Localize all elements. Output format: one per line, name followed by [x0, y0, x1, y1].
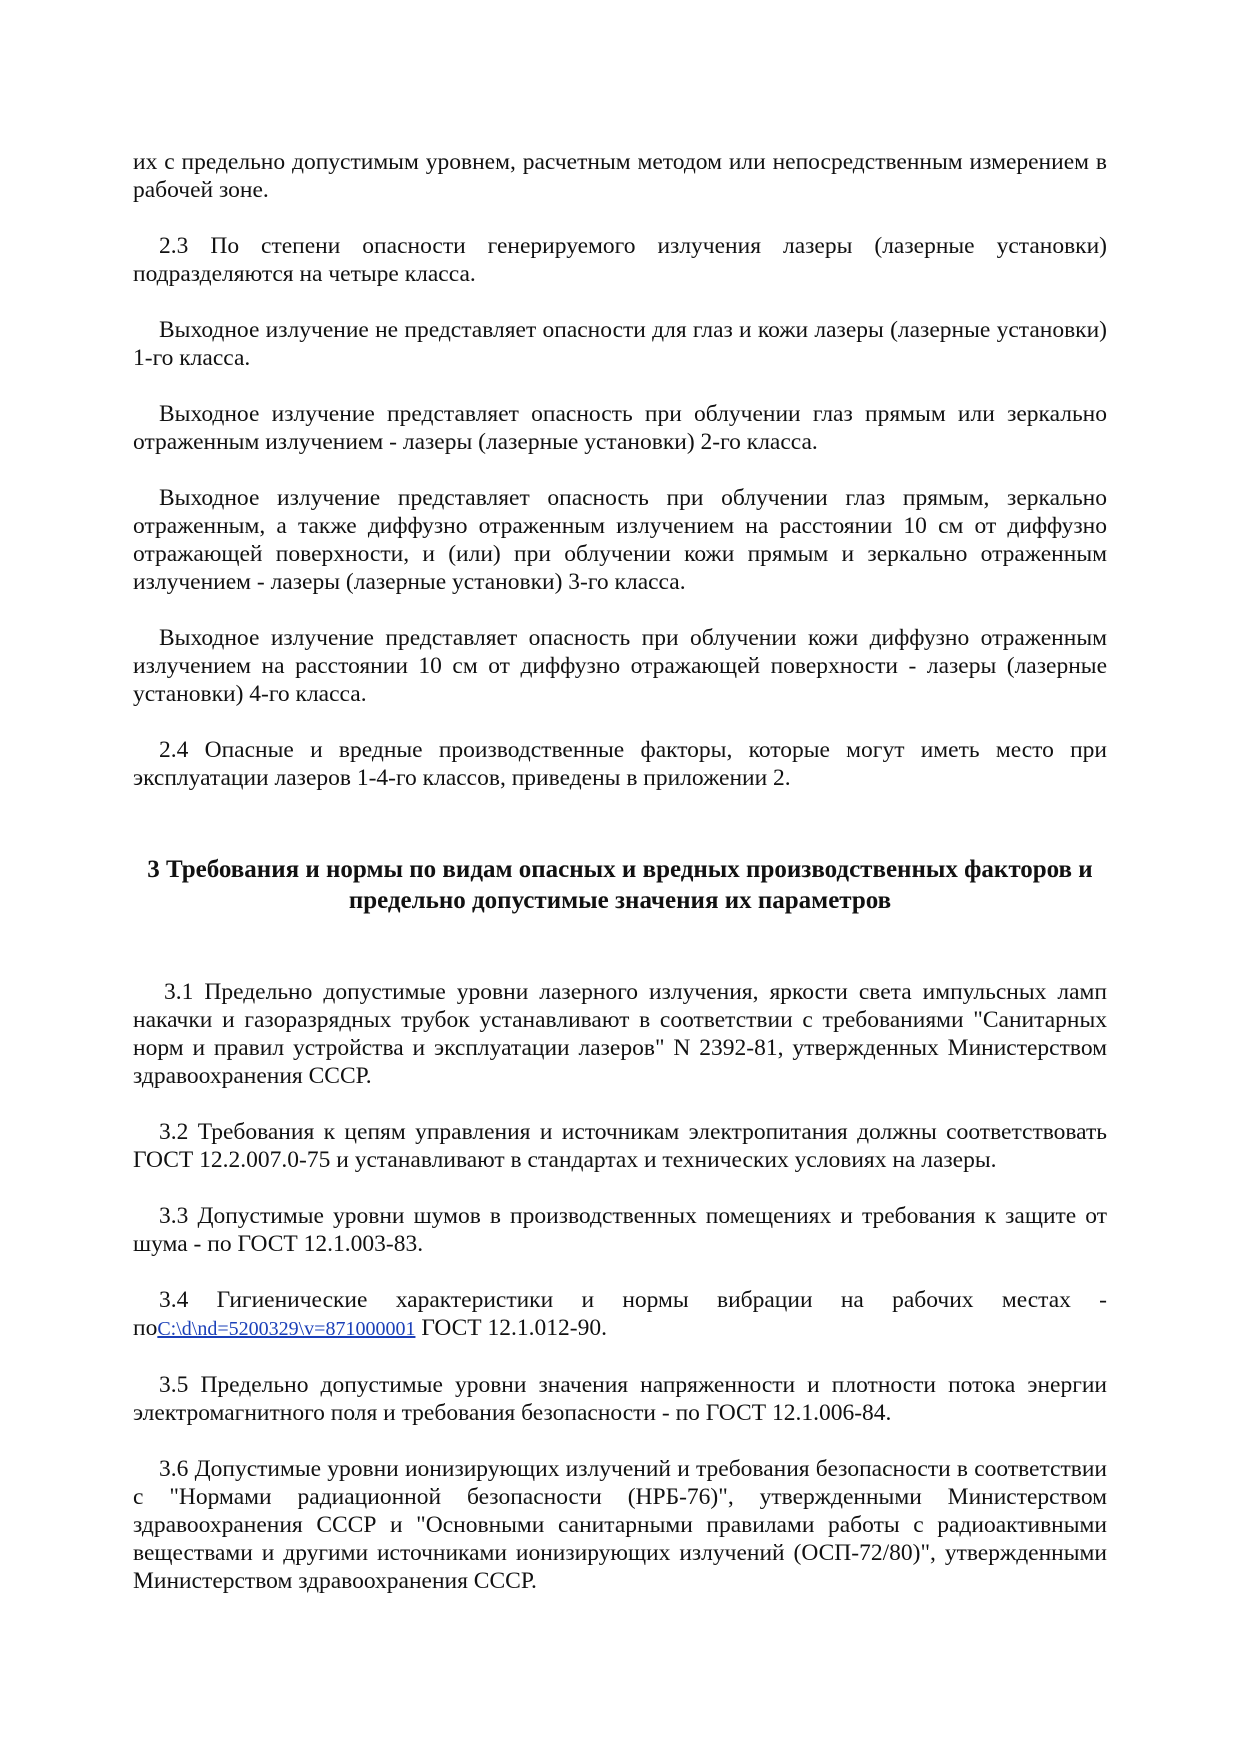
gost-reference-link[interactable]: C:\d\nd=5200329\v=871000001	[157, 1318, 416, 1340]
paragraph-class-4: Выходное излучение представляет опасность при облучении кожи диффузно отраженным излучением на расстоянии 10 см от диффузно отражающей поверхности - лазеры (лазерные установки) 4-го класса.	[133, 625, 1107, 707]
paragraph-3-3: 3.3 Допустимые уровни шумов в производственных помещениях и требования к защите от шума - по ГОСТ 12.1.003-83.	[133, 1203, 1107, 1257]
document-page	[133, 148, 1107, 1623]
paragraph-class-1: Выходное излучение не представляет опасности для глаз и кожи лазеры (лазерные установки) 1-го класса.	[133, 317, 1107, 371]
paragraph-3-4-text: 3.4 Гигиенические характеристики и нормы вибрации на рабочих местах - по	[133, 1287, 1107, 1341]
paragraph-class-2: Выходное излучение представляет опасность при облучении глаз прямым или зеркально отраженным излучением - лазеры (лазерные установки) 2-го класса.	[133, 401, 1107, 455]
paragraph-3-4	[133, 1286, 1107, 1343]
section-heading: 3 Требования и нормы по видам опасных и вредных производственных факторов и предельно допустимые значения их параметров	[147, 856, 1093, 914]
paragraph-continuation: их с предельно допустимым уровнем, расчетным методом или непосредственным измерением в рабочей зоне.	[133, 149, 1107, 203]
paragraph-class-3: Выходное излучение представляет опасность при облучении глаз прямым, зеркально отраженным, а также диффузно отраженным излучением на расстоянии 10 см от диффузно отражающей поверхности, и (или) при облучении кожи прямым и зеркально отраженным излучением - лазеры (лазерные установки) 3-го класса.	[133, 485, 1107, 595]
paragraph-3-4-tail: ГОСТ 12.1.012-90.	[415, 1315, 607, 1341]
paragraph-2-3: 2.3 По степени опасности генерируемого излучения лазеры (лазерные установки) подразделяются на четыре класса.	[133, 233, 1107, 287]
paragraph-3-6: 3.6 Допустимые уровни ионизирующих излучений и требования безопасности в соответствии с "Нормами радиационной безопасности (НРБ-76)", утвержденными Министерством здравоохранения СССР и "Основными санитарными правилами работы с радиоактивными веществами и другими источниками ионизирующих излучений (ОСП-72/80)", утвержденными Министерством здравоохранения СССР.	[133, 1456, 1107, 1594]
paragraph-3-5: 3.5 Предельно допустимые уровни значения напряженности и плотности потока энергии электромагнитного поля и требования безопасности - по ГОСТ 12.1.006-84.	[133, 1372, 1107, 1426]
paragraph-2-4: 2.4 Опасные и вредные производственные факторы, которые могут иметь место при эксплуатации лазеров 1-4-го классов, приведены в приложении 2.	[133, 737, 1107, 791]
paragraph-3-2: 3.2 Требования к цепям управления и источникам электропитания должны соответствовать ГОСТ 12.2.007.0-75 и устанавливают в стандартах и технических условиях на лазеры.	[133, 1119, 1107, 1173]
paragraph-3-1: 3.1 Предельно допустимые уровни лазерного излучения, яркости света импульсных ламп накачки и газоразрядных трубок устанавливают в соответствии с требованиями "Санитарных норм и правил устройства и эксплуатации лазеров" N 2392-81, утвержденных Министерством здравоохранения СССР.	[133, 979, 1107, 1089]
